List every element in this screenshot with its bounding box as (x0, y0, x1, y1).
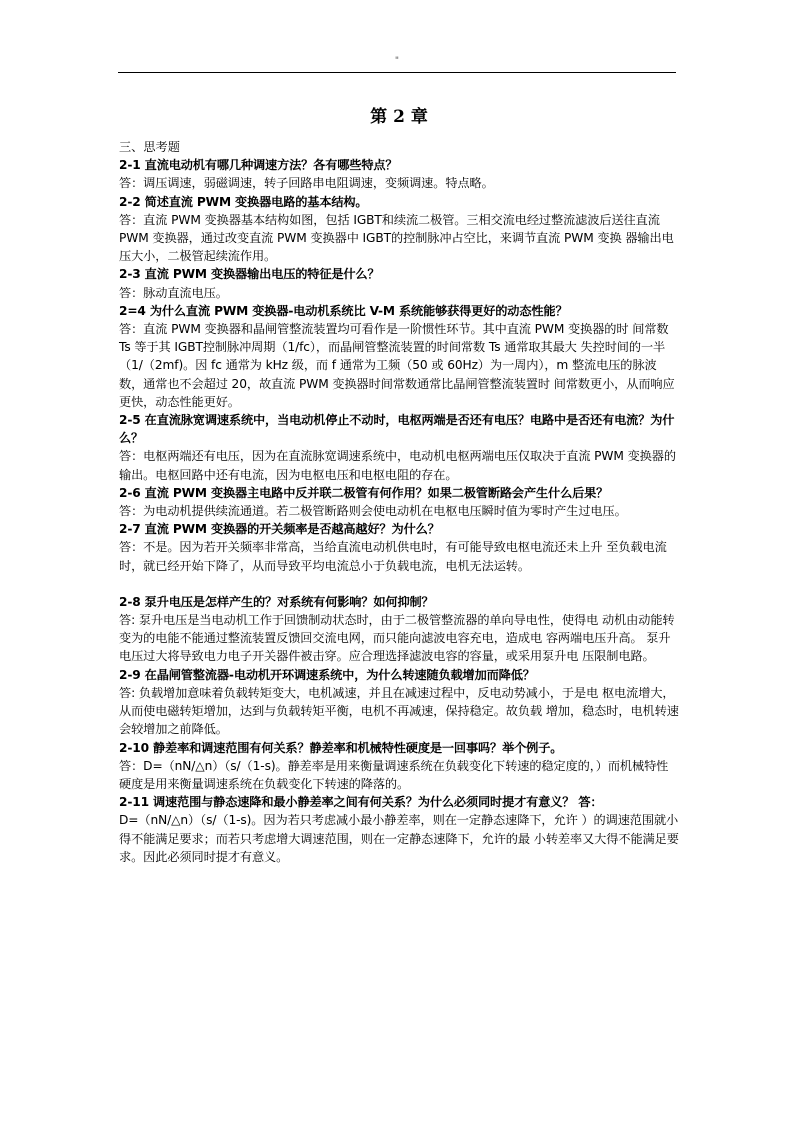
answer-2-6: 答：为电动机提供续流通道。若二极管断路则会使电动机在电枢电压瞬时值为零时产生过电压。 (119, 504, 627, 519)
answer-2-2: 答：直流 PWM 变换器基本结构如图，包括 IGBT和续流二极管。三相交流电经过整流滤波后送往直流 PWM 变换器，通过改变直流 PWM 变换器中 IGBT的控制脉冲占空比，来调节直流 PWM 变换 器输出电压大小，二极管起续流作用。 (119, 212, 674, 264)
question-2-2: 2-2 简述直流 PWM 变换器电路的基本结构。 (119, 194, 368, 209)
answer-2-11: D=（nN/△n）（s/（1-s)。因为若只考虑减小最小静差率，则在一定静态速降下，允许 ）的调速范围就小得不能满足要求；而若只考虑增大调速范围，则在一定静态速降下，允许的最 小转差率又大得不能满足要求。因此必须同时提才有意义。 (119, 813, 679, 864)
answer-2-4: 答：直流 PWM 变换器和晶闸管整流装置均可看作是一阶惯性环节。其中直流 PWM 变换器的时 间常数 Ts 等于其 IGBT控制脉冲周期（1/fc），而晶闸管整流装置的时间常数 Ts 通常取其最大 失控时间的一半（1/（2mf)。因 fc 通常为 kHz 级，而 f 通常为工频（50 或 60Hz）为一周内），m 整流电压的脉波数，通常也不会超过 20，故直流 PWM 变换器时间常数通常比晶闸管整流装置时 间常数更小，从而响应更快，动态性能更好。 (119, 322, 675, 409)
answer-2-5: 答：电枢两端还有电压，因为在直流脉宽调速系统中，电动机电枢两端电压仅取决于直流 PWM 变换器的输出。电枢回路中还有电流，因为电枢电压和电枢电阻的存在。 (119, 449, 676, 482)
document-body (119, 104, 679, 866)
answer-2-8: 答: 泵升电压是当电动机工作于回馈制动状态时，由于二极管整流器的单向导电性，使得电 动机由动能转变为的电能不能通过整流装置反馈回交流电网，而只能向滤波电容充电，造成电 容两端电压升高。 泵升电压过大将导致电力电子开关器件被击穿。应合理选择滤波电容的容量，或采用泵升电 压限制电路。 (119, 613, 675, 664)
answer-2-3: 答：脉动直流电压。 (119, 285, 228, 300)
question-2-11: 2-11 调速范围与静态速降和最小静差率之间有何关系？为什么必须同时提才有意义？ 答： (119, 795, 603, 810)
answer-2-9: 答: 负载增加意味着负载转矩变大，电机减速，并且在减速过程中，反电动势减小，于是电 枢电流增大，从而使电磁转矩增加，达到与负载转矩平衡，电机不再减速，保持稳定。故负载 增加，稳态时，电机转速会较增加之前降低。 (119, 685, 679, 737)
answer-2-7: 答：不是。因为若开关频率非常高，当给直流电动机供电时，有可能导致电枢电流还未上升 至负载电流时，就已经开始下降了，从而导致平均电流总小于负载电流，电机无法运转。 (119, 540, 667, 573)
paragraph-gap (119, 575, 679, 593)
answer-2-10: 答：D=（nN/△n）（s/（1-s)。静差率是用来衡量调速系统在负载变化下转速的稳定度的，）而机械特性硬度是用来衡量调速系统在负载变化下转速的降落的。 (119, 758, 669, 791)
question-2-10: 2-10 静差率和调速范围有何关系？静差率和机械特性硬度是一回事吗？举个例子。 (119, 740, 563, 755)
header-rule (118, 72, 676, 73)
question-2-6: 2-6 直流 PWM 变换器主电路中反并联二极管有何作用？如果二极管断路会产生什么后果？ (119, 485, 609, 500)
answer-2-1: 答：调压调速，弱磁调速，转子回路串电阻调速，变频调速。特点略。 (119, 176, 494, 191)
question-2-1: 2-1 直流电动机有哪几种调速方法？各有哪些特点？ (119, 158, 398, 173)
question-2-4: 2=4 为什么直流 PWM 变换器-电动机系统比 V-M 系统能够获得更好的动态性能？ (119, 303, 568, 318)
question-2-3: 2-3 直流 PWM 变换器输出电压的特征是什么？ (119, 267, 380, 282)
section-title: 三、思考题 (119, 140, 180, 154)
question-2-7: 2-7 直流 PWM 变换器的开关频率是否越高越好？为什么？ (119, 522, 440, 537)
question-2-5: 2-5 在直流脉宽调速系统中，当电动机停止不动时，电枢两端是否还有电压？电路中是否还有电流？为什么？ (119, 413, 675, 446)
question-2-8: 2-8 泵升电压是怎样产生的？对系统有何影响？如何抑制？ (119, 594, 434, 609)
question-2-9: 2-9 在晶闸管整流器-电动机开环调速系统中，为什么转速随负载增加而降低？ (119, 667, 535, 682)
chapter-title: 第 2 章 (370, 107, 428, 127)
header-mark: " (394, 56, 400, 66)
